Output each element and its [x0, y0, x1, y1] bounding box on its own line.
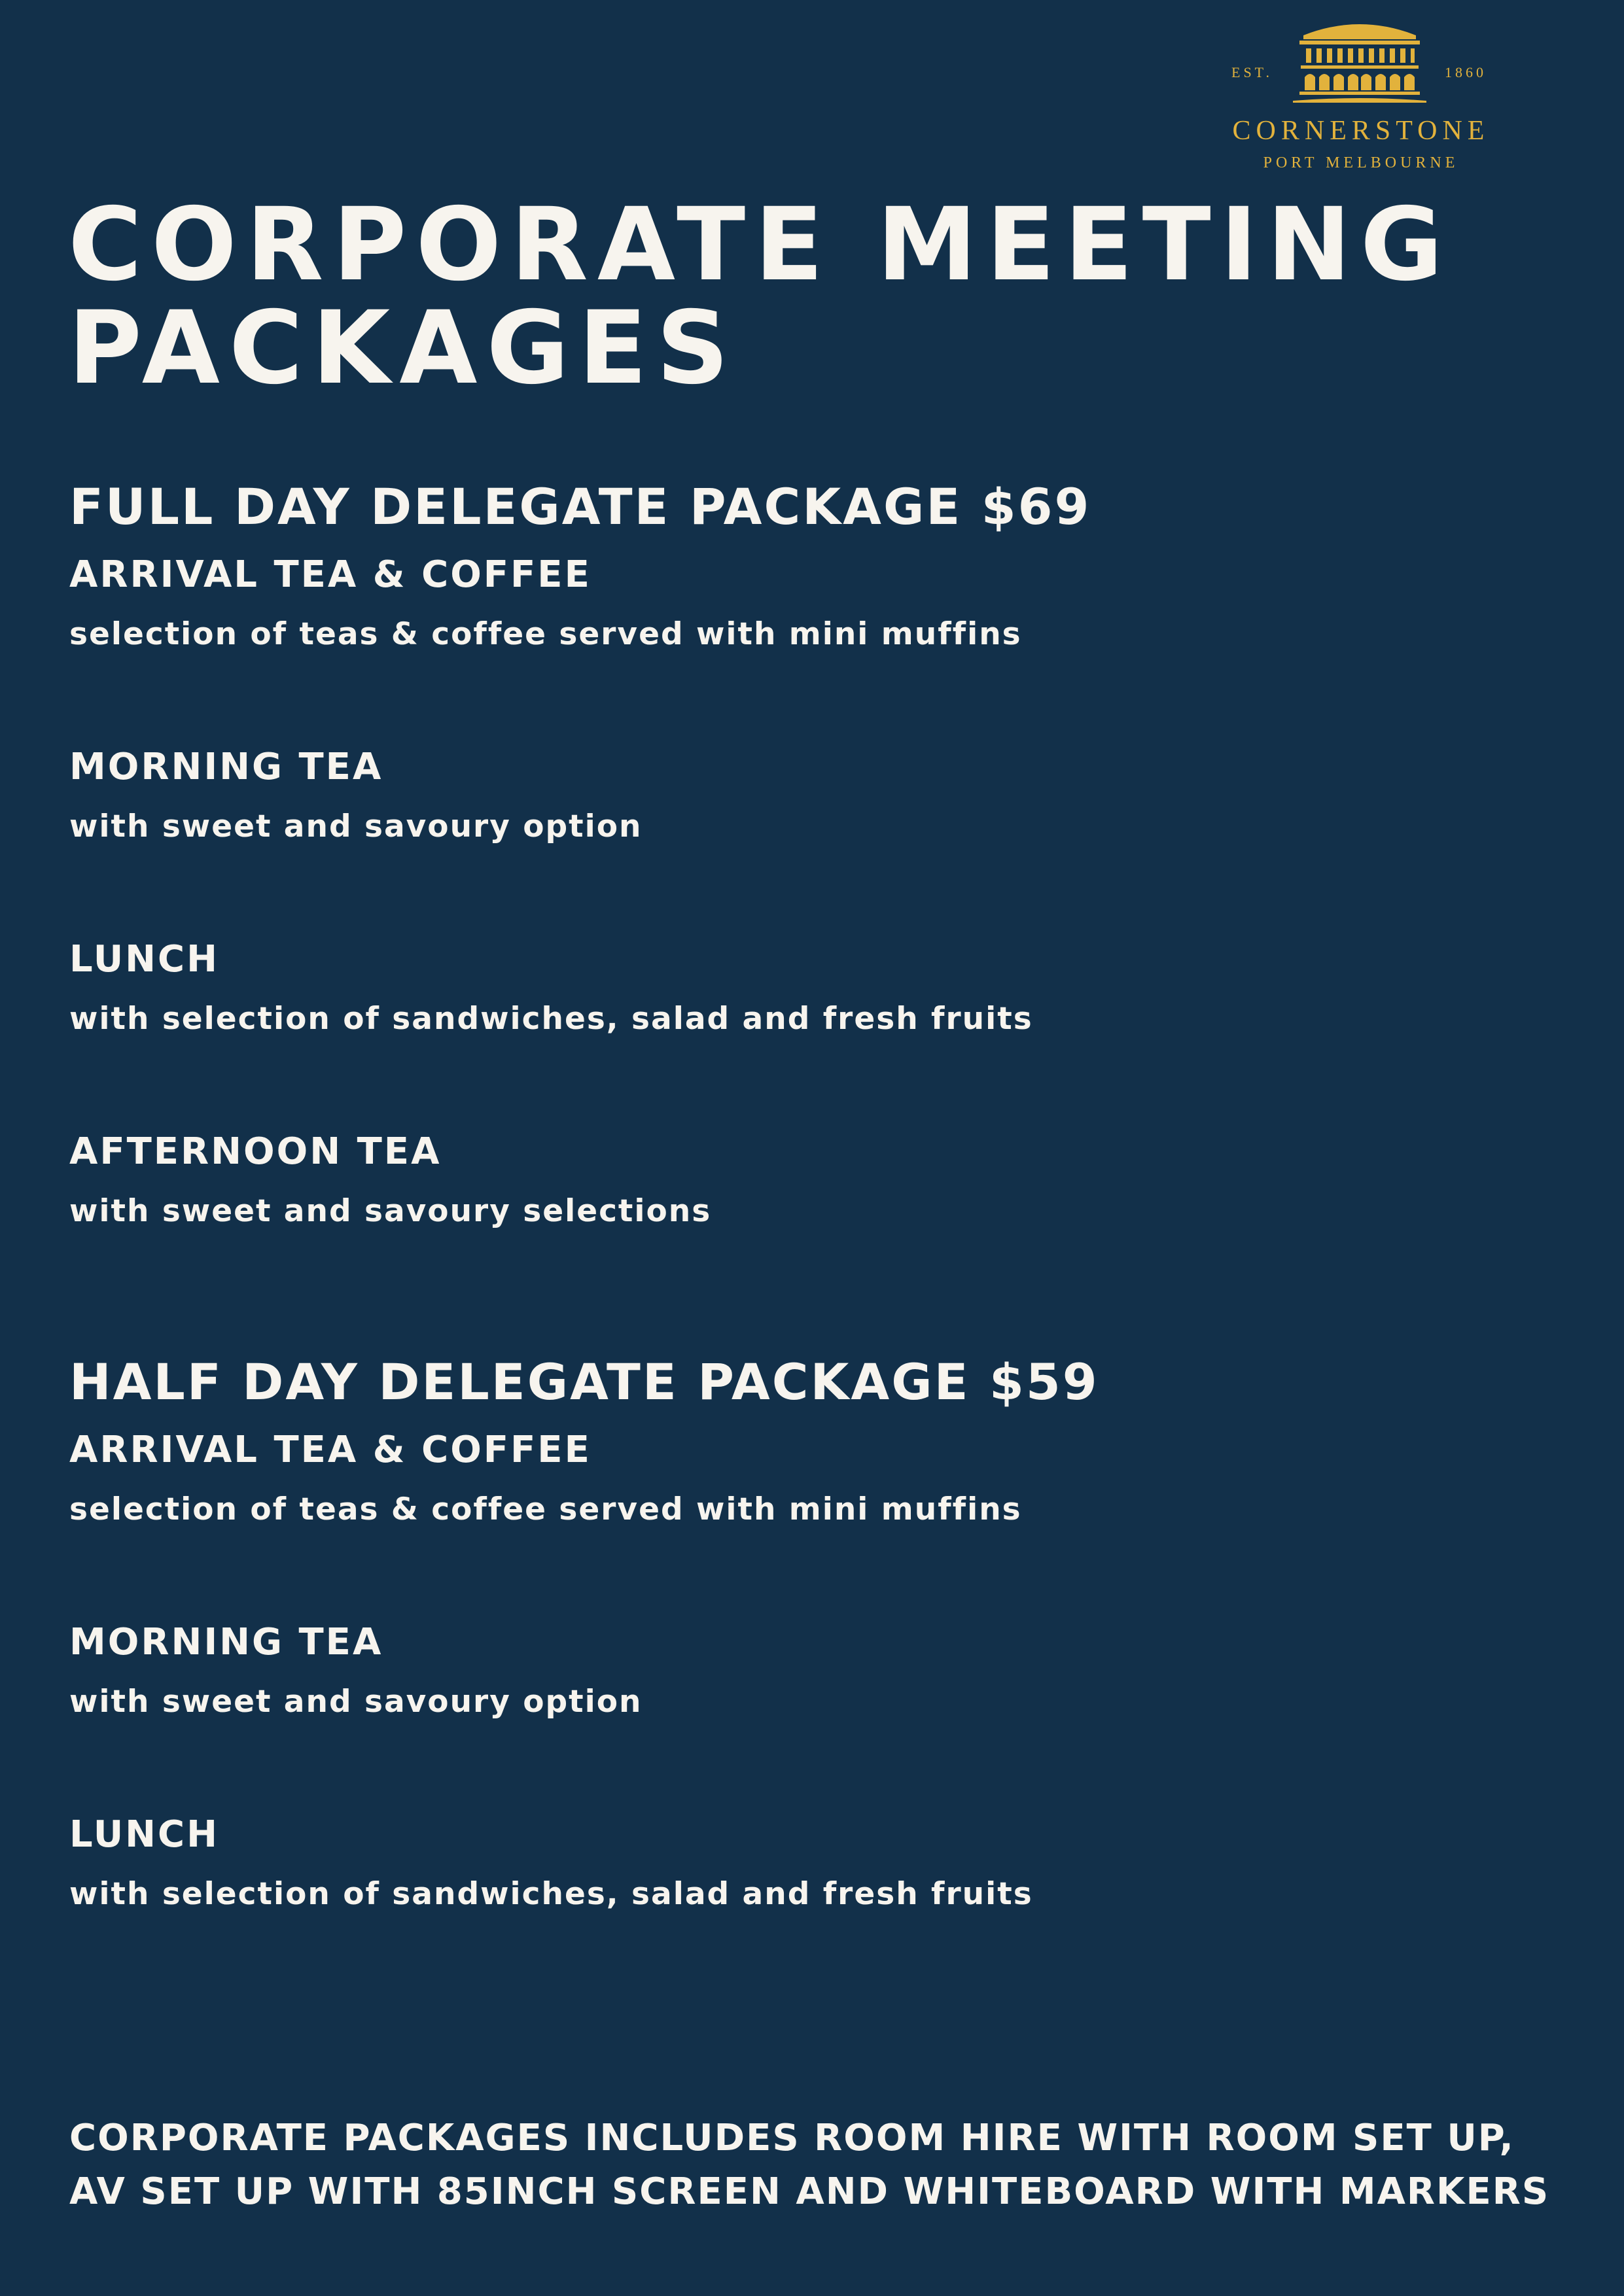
half-day-item-arrival-title: ARRIVAL TEA & COFFEE	[69, 1429, 591, 1471]
full-day-item-afternoon-tea-desc: with sweet and savoury selections	[69, 1193, 712, 1229]
logo-brand: CORNERSTONE	[1232, 116, 1490, 146]
full-day-item-morning-tea-desc: with sweet and savoury option	[69, 809, 643, 844]
building-icon	[1290, 17, 1429, 106]
half-day-item-morning-tea-desc: with sweet and savoury option	[69, 1684, 643, 1720]
full-day-item-arrival-desc: selection of teas & coffee served with mini muffins	[69, 616, 1022, 652]
half-day-package-title: HALF DAY DELEGATE PACKAGE $59	[69, 1353, 1099, 1411]
footer-line-1: CORPORATE PACKAGES INCLUDES ROOM HIRE WITH ROOM SET UP,	[69, 2117, 1515, 2159]
logo-est: EST.	[1231, 64, 1273, 80]
logo	[1217, 13, 1505, 183]
full-day-item-afternoon-tea-title: AFTERNOON TEA	[69, 1130, 442, 1173]
half-day-item-lunch-desc: with selection of sandwiches, salad and fresh fruits	[69, 1876, 1033, 1912]
full-day-item-morning-tea-title: MORNING TEA	[69, 746, 383, 788]
full-day-package-title: FULL DAY DELEGATE PACKAGE $69	[69, 478, 1091, 536]
full-day-item-arrival-title: ARRIVAL TEA & COFFEE	[69, 553, 591, 596]
logo-location: PORT MELBOURNE	[1263, 154, 1459, 171]
footer-line-2: AV SET UP WITH 85INCH SCREEN AND WHITEBOARD WITH MARKERS	[69, 2170, 1550, 2213]
logo-year: 1860	[1445, 64, 1487, 80]
page-title-line-2: PACKAGES	[68, 290, 738, 407]
page-title-line-1: CORPORATE MEETING	[68, 186, 1453, 304]
full-day-item-lunch-desc: with selection of sandwiches, salad and fresh fruits	[69, 1001, 1033, 1037]
page-title	[68, 186, 1453, 407]
half-day-item-lunch-title: LUNCH	[69, 1813, 219, 1856]
half-day-item-morning-tea-title: MORNING TEA	[69, 1621, 383, 1663]
full-day-item-lunch-title: LUNCH	[69, 938, 219, 981]
half-day-item-arrival-desc: selection of teas & coffee served with mini muffins	[69, 1491, 1022, 1527]
